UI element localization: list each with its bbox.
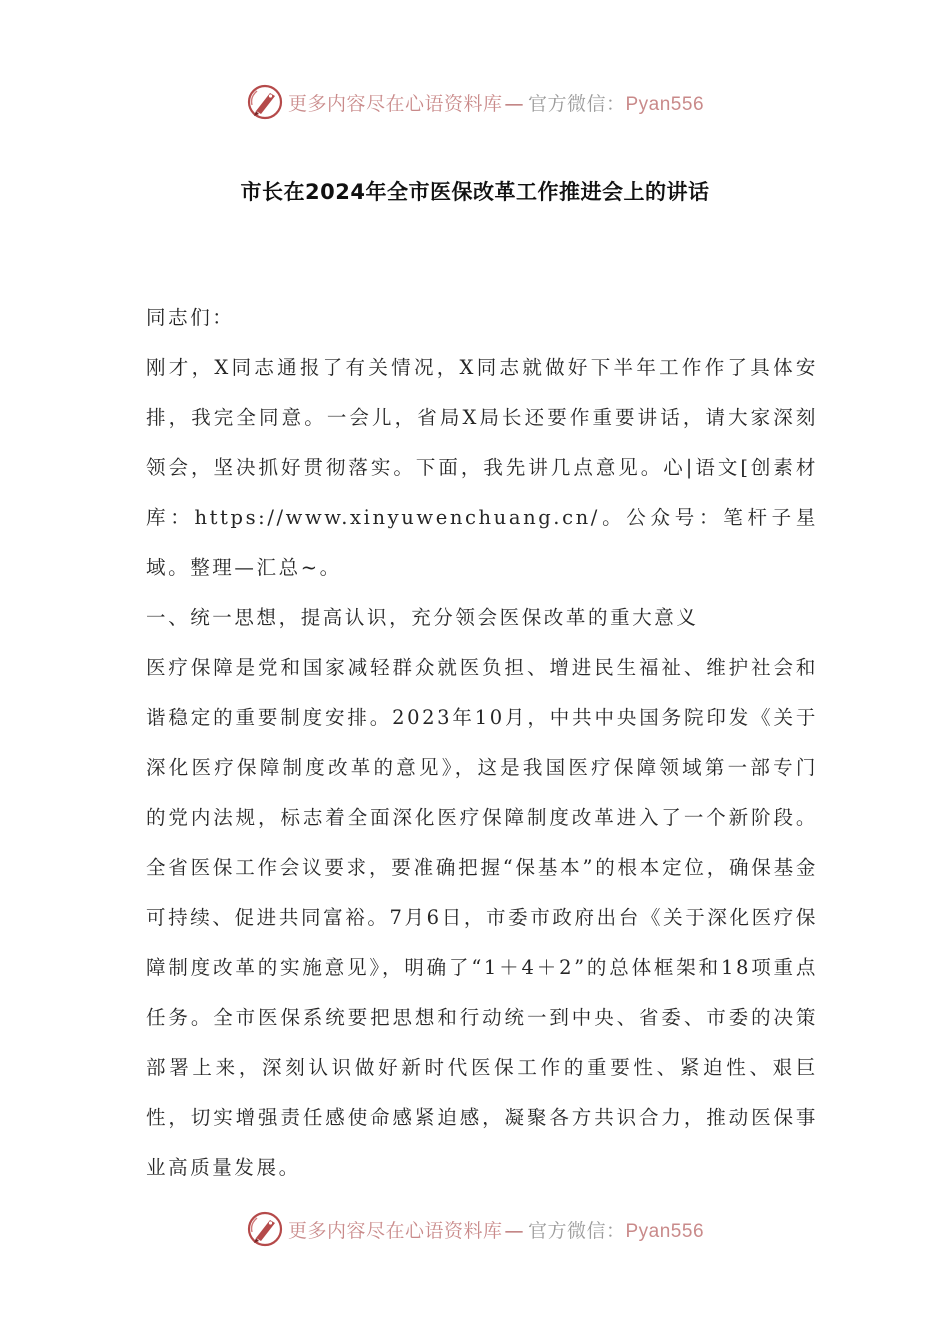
- document-body: [146, 293, 818, 1193]
- paragraph-section-1: 医疗保障是党和国家减轻群众就医负担、增进民生福祉、维护社会和谐稳定的重要制度安排。2023年10月，中共中央国务院印发《关于深化医疗保障制度改革的意见》，这是我国医疗保障领域第一部专门的党内法规，标志着全面深化医疗保障制度改革进入了一个新阶段。全省医保工作会议要求，要准确把握“保基本”的根本定位，确保基金可持续、促进共同富裕。7月6日，市委市政府出台《关于深化医疗保障制度改革的实施意见》，明确了“1＋4＋2”的总体框架和18项重点任务。全市医保系统要把思想和行动统一到中央、省委、市委的决策部署上来，深刻认识做好新时代医保工作的重要性、紧迫性、艰巨性，切实增强责任感使命感紧迫感，凝聚各方共识合力，推动医保事业高质量发展。: [146, 656, 818, 1179]
- banner-wechat-id: Pyan556: [625, 93, 705, 115]
- section-heading-1: 一、统一思想，提高认识，充分领会医保改革的重大意义: [146, 606, 699, 629]
- banner-dash: —: [504, 1219, 524, 1242]
- banner-text: [288, 1216, 704, 1243]
- banner-wechat-id: Pyan556: [625, 1220, 705, 1242]
- pen-nib-circle-icon: [246, 83, 284, 121]
- banner-slogan: 更多内容尽在心语资料库: [287, 1219, 503, 1242]
- banner-wechat-label: 官方微信：: [527, 92, 626, 115]
- document-title: 市长在2024年全市医保改革工作推进会上的讲话: [240, 180, 710, 204]
- banner-text: [288, 89, 704, 116]
- banner-dash: —: [504, 92, 524, 115]
- footer-banner: [0, 1207, 950, 1251]
- paragraph-intro: 刚才，X同志通报了有关情况，X同志就做好下半年工作作了具体安排，我完全同意。一会儿，省局X局长还要作重要讲话，请大家深刻领会，坚决抓好贯彻落实。下面，我先讲几点意见。心|语文[创素材库：https://www.xinyuwenchuang.cn/。公众号：笔杆子星域。整理—汇总~。: [146, 356, 818, 579]
- pen-nib-circle-icon: [246, 1210, 284, 1248]
- banner-slogan: 更多内容尽在心语资料库: [287, 92, 503, 115]
- salutation: 同志们：: [146, 306, 235, 329]
- header-banner: [0, 80, 950, 124]
- banner-wechat-label: 官方微信：: [527, 1219, 626, 1242]
